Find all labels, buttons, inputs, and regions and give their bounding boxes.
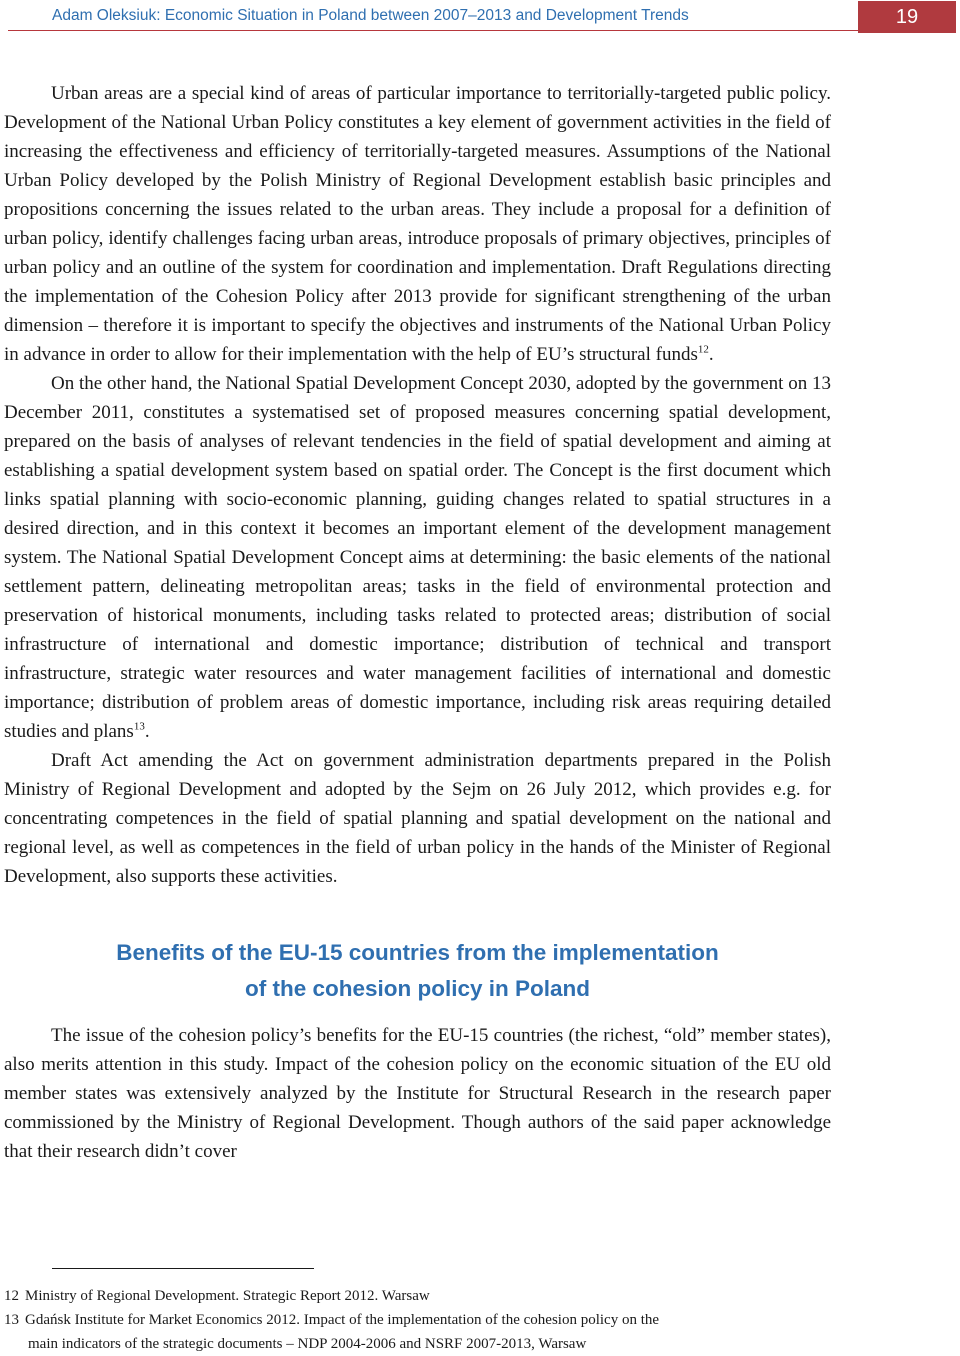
footnote-ref-12[interactable]: 12	[697, 343, 709, 356]
footnote-number: 12	[4, 1288, 19, 1304]
paragraph-draft-act: Draft Act amending the Act on government administration departments prepared in the Polish Ministry of Regional Development and adopted by the Sejm on 26 July 2012, which provides e.g. for concentrating competences in the field of spatial planning and spatial development on the national and regional level, as well as competences in the field of urban policy in the hands of the Minister of Regional Development, also supports these activities.	[4, 750, 831, 887]
paragraph-eu15-benefits: The issue of the cohesion policy’s benefits for the EU-15 countries (the richest, “old” member states), also merits attention in this study. Impact of the cohesion policy on the economic situation of the EU old member states was extensively analyzed by the Institute for Structural Research in the research paper commissioned by the Ministry of Regional Development. Though authors of the said paper acknowledge that their research didn’t cover	[4, 1025, 831, 1162]
paragraph-spatial-concept	[4, 369, 831, 746]
section-heading-line-2: of the cohesion policy in Poland	[244, 976, 591, 1001]
footnote-13-continuation: main indicators of the strategic documents – NDP 2004-2006 and NSRF 2007-2013, Warsaw	[28, 1336, 587, 1352]
paragraph-end: .	[144, 721, 150, 742]
footnote-number: 13	[4, 1312, 19, 1328]
footnotes	[4, 1284, 831, 1356]
section-heading-line-1: Benefits of the EU-15 countries from the implementation	[116, 940, 719, 965]
paragraph-text: On the other hand, the National Spatial Development Concept 2030, adopted by the government on 13 December 2011, constitutes a systematised set of proposed measures concerning spatial development, prepared on the basis of analyses of relevant tendencies in the field of spatial development and aiming at establishing a spatial development system based on spatial order. The Concept is the first document which links spatial planning with socio-economic planning, guiding changes related to spatial structures in a desired direction, and in this context it becomes an important element of the development management system. The National Spatial Development Concept aims at determining: the basic elements of the national settlement pattern, delineating metropolitan areas; tasks in the field of environmental protection and preservation of historical monuments, including tasks related to protected areas; distribution of social infrastructure of international and domestic importance; distribution of technical and transport infrastructure, strategic water resources and water management facilities of international and domestic importance; distribution of problem areas of domestic importance, including risk areas requiring detailed studies and plans	[4, 373, 831, 742]
running-header-title: Adam Oleksiuk: Economic Situation in Poland between 2007–2013 and Development Trends	[52, 7, 689, 24]
footnote-separator	[52, 1268, 314, 1269]
paragraph-text: Urban areas are a special kind of areas of particular importance to territorially-targeted public policy. Development of the National Urban Policy constitutes a key element of government activities in the field of increasing the effectiveness and efficiency of territorially-targeted measures. Assumptions of the National Urban Policy developed by the Polish Ministry of Regional Development establish basic principles and propositions concerning the issues related to the urban areas. They include a proposal for a definition of urban policy, identify challenges facing urban areas, introduce proposals of primary objectives, principles of urban policy and an outline of the system for coordination and implementation. Draft Regulations directing the implementation of the Cohesion Policy after 2013 provide for significant strengthening of the urban dimension – therefore it is important to specify the objectives and instruments of the National Urban Policy in advance in order to allow for their implementation with the help of EU’s structural funds	[4, 83, 831, 365]
footnote-text: Ministry of Regional Development. Strategic Report 2012. Warsaw	[25, 1288, 430, 1304]
body-text	[4, 79, 831, 1166]
header-rule	[8, 30, 858, 31]
paragraph-urban-policy	[4, 79, 831, 369]
footnote-13	[4, 1308, 831, 1332]
page-number: 19	[858, 1, 956, 33]
running-header	[0, 0, 960, 36]
footnote-text: Gdańsk Institute for Market Economics 2012. Impact of the implementation of the cohesion policy on the	[25, 1312, 660, 1328]
paragraph-end: .	[708, 344, 714, 365]
footnote-12	[4, 1284, 831, 1308]
section-heading	[4, 935, 831, 1007]
footnote-ref-13[interactable]: 13	[133, 720, 145, 733]
